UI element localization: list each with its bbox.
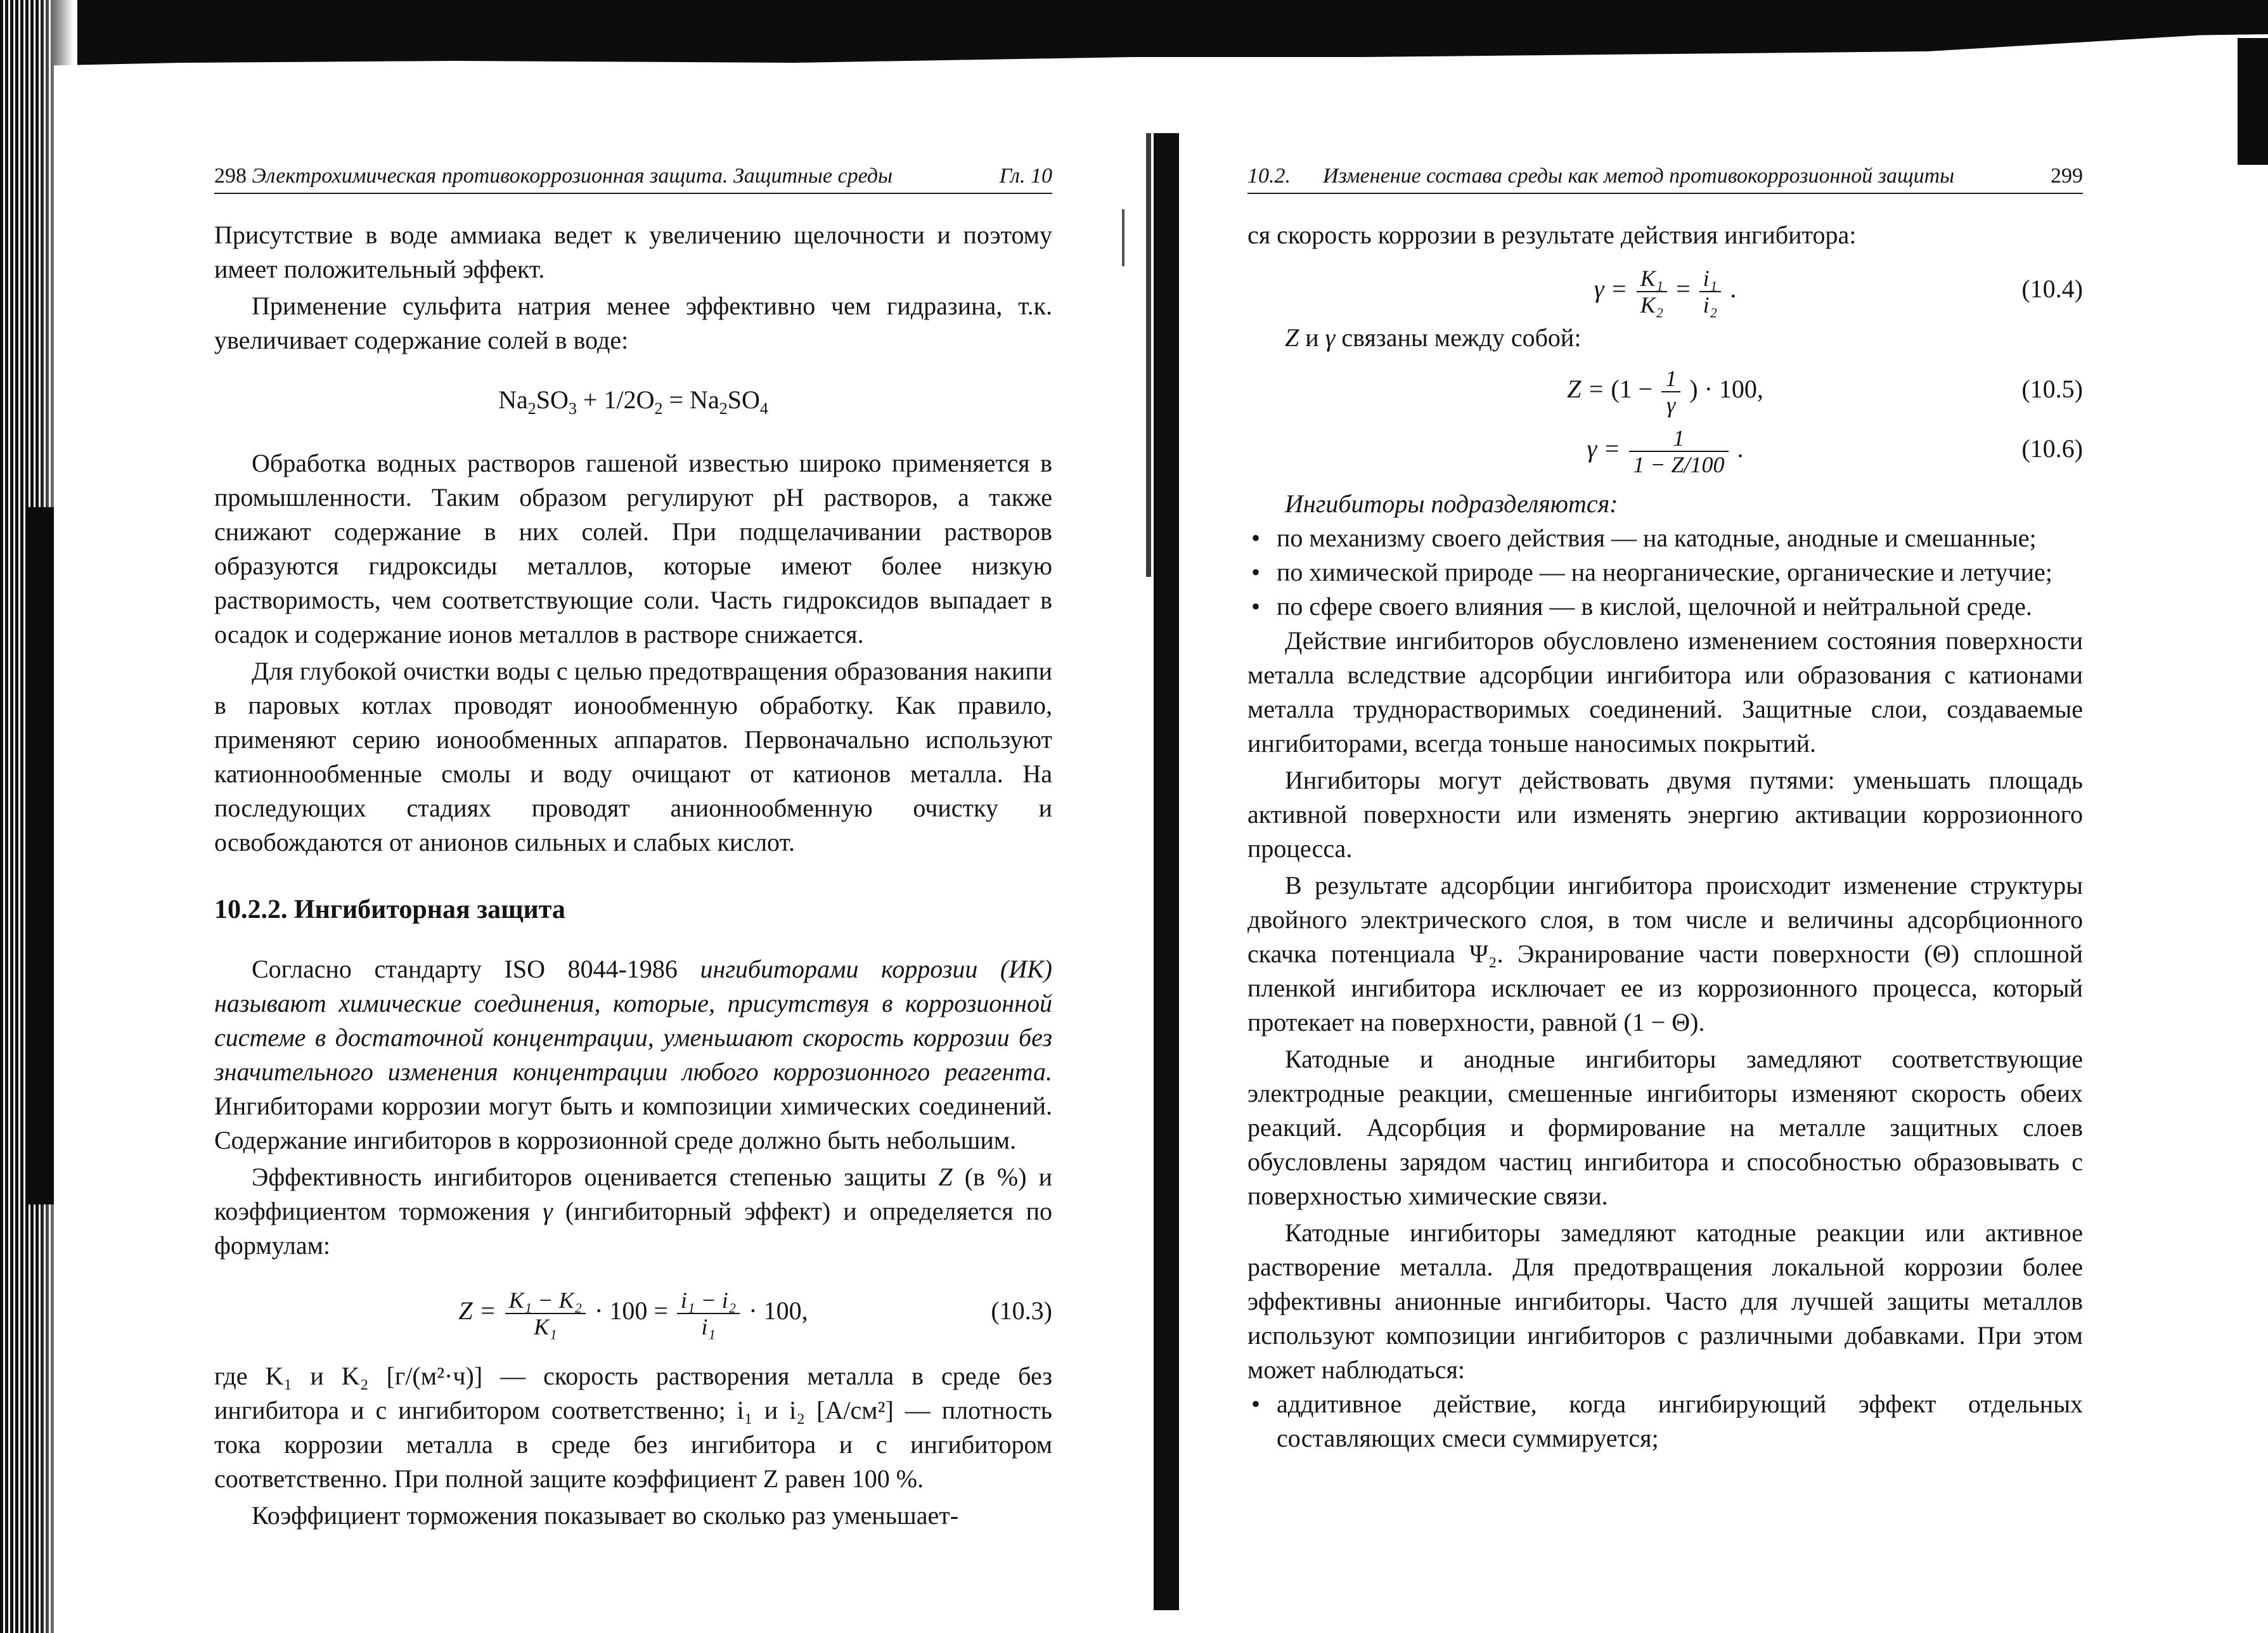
text-run: Ингибиторами коррозии могут быть и композиции химических соединений. Содержание ингибиторов в коррозионной среде должно быть небольшим.	[214, 1092, 1052, 1154]
paragraph: Катодные и анодные ингибиторы замедляют соответствующие электродные реакции, смешенные ингибиторы изменяют скорость обеих реакций. Адсорбция и формирование на металле защитных слоев обусловлены зарядом частиц ингибитора и способностью образовывать с поверхностью химические связи.	[1247, 1045, 2083, 1210]
equation-10-5	[1247, 364, 2083, 418]
equation-number: (10.3)	[991, 1296, 1052, 1325]
reaction-equation	[214, 383, 1052, 417]
effects-list	[1247, 1387, 2083, 1456]
equation-10-3	[214, 1286, 1052, 1339]
right-header-text: Изменение состава среды как метод противокоррозионной защиты	[1323, 164, 1955, 188]
text-run: Согласно стандарту ISO 8044-1986	[252, 955, 700, 983]
math-var: Z	[938, 1163, 953, 1191]
paragraph: Обработка водных растворов гашеной известью широко применяется в промышленности. Таким образом регулируют pH растворов, а также снижают содержание в них солей. При подщелачивании растворов образуются гидроксиды металлов, которые имеют более низкую растворимость, чем соответствующие соли. Часть гидроксидов выпадает в осадок и содержание ионов металлов в растворе снижается.	[214, 449, 1052, 649]
frac-denominator: K₁	[534, 1314, 557, 1339]
right-running-header	[1247, 164, 2083, 194]
eq-part: = Na	[662, 385, 719, 414]
fraction	[1629, 425, 1728, 477]
fraction	[1637, 266, 1668, 318]
paragraph: Катодные ингибиторы замедляют катодные реакции или активное растворение металла. Для предотвращения локальной коррозии более эффективны анионные ингибиторы. Часто для лучшей защиты металлов используют композиции ингибиторов с различными добавками. При этом может наблюдаться:	[1247, 1218, 2083, 1384]
eq-part: SO	[536, 385, 569, 414]
equation-10-6	[1247, 423, 2083, 477]
gutter-mark	[1122, 209, 1124, 266]
eq-part: Na	[498, 385, 528, 414]
eq-lhs: Z =	[1567, 375, 1605, 403]
right-page-body	[1247, 218, 2083, 1456]
paragraph: где K₁ и K₂ [г/(м²·ч)] — скорость растворения металла в среде без ингибитора и с ингибитором соответственно; i₁ и i₂ [А/см²] — плотность тока коррозии металла в среде без ингибитора и с ингибитором соответственно. При полной защите коэффициент Z равен 100 %.	[214, 1362, 1052, 1493]
frac-denominator: 1 − Z/100	[1633, 451, 1725, 477]
fraction	[677, 1288, 740, 1339]
eq-lhs: Z =	[458, 1296, 496, 1325]
frac-numerator: i₁ − i₂	[677, 1288, 740, 1314]
equation-10-4	[1247, 264, 2083, 318]
eq-lhs: γ =	[1594, 274, 1628, 303]
frac-numerator: 1	[1661, 366, 1680, 392]
fraction	[1699, 266, 1722, 318]
list-item: • по сфере своего влияния — в кислой, щелочной и нейтральной среде.	[1247, 590, 2083, 624]
definition-italic: ингибиторами коррозии (ИК) называют химические соединения, которые, присутствуя в коррозионной системе в достаточной концентрации, уменьшают скорость коррозии без значительного изменения концентрации любого коррозионного реагента.	[214, 955, 1052, 1086]
eq-end: · 100,	[749, 1296, 808, 1325]
paragraph: Ингибиторы могут действовать двумя путями: уменьшать площадь активной поверхности или изменять энергию активации коррозионного процесса.	[1247, 766, 2083, 863]
paragraph: ся скорость коррозии в результате действия ингибитора:	[1247, 221, 1857, 249]
frac-numerator: 1	[1629, 425, 1728, 452]
section-heading: 10.2.2. Ингибиторная защита	[214, 895, 565, 924]
left-running-header	[214, 164, 1052, 194]
inhibitor-classification-list	[1247, 521, 2083, 624]
list-heading: Ингибиторы подразделяются:	[1285, 489, 1618, 518]
math-var: Z	[1285, 323, 1299, 352]
eq-end: .	[1737, 434, 1744, 463]
eq-part: SO	[727, 385, 760, 414]
right-page-number: 299	[2051, 164, 2083, 188]
left-header-chapter: Гл. 10	[999, 164, 1052, 188]
text-run: (ингибиторный эффект) и определяется по формулам:	[214, 1197, 1053, 1260]
left-page-number: 298	[214, 164, 247, 188]
left-header-text: Электрохимическая противокоррозионная защита. Защитные среды	[252, 164, 893, 188]
list-item: • по механизму своего действия — на катодные, анодные и смешанные;	[1247, 521, 2083, 555]
paragraph: Действие ингибиторов обусловлено изменением состояния поверхности металла вследствие адсорбции ингибитора или образования с катионами металла труднорастворимых соединений. Защитные слои, создаваемые ингибиторами, всегда тоньше наносимых покрытий.	[1247, 626, 2083, 758]
eq-sub: 3	[568, 399, 577, 418]
equation-number: (10.5)	[2021, 375, 2083, 403]
paragraph: Присутствие в воде аммиака ведет к увеличению щелочности и поэтому имеет положительный эффект.	[214, 221, 1052, 283]
paragraph	[214, 952, 1052, 1158]
paragraph: В результате адсорбции ингибитора происходит изменение структуры двойного электрического слоя, в том числе и величины адсорбционного скачка потенциала Ψ₂. Экранирование части поверхности (Θ) сплошной пленкой ингибитора исключает ее из коррозионного процесса, который протекает на поверхности, равной (1 − Θ).	[1247, 871, 2083, 1036]
paragraph: Для глубокой очистки воды с целью предотвращения образования накипи в паровых котлах проводят ионообменную обработку. Как правило, применяют серию ионообменных аппаратов. Первоначально используют катионнообменные смолы и воду очищают от катионов металла. На последующих стадиях проводят анионнообменную очистку и освобождаются от анионов сильных и слабых кислот.	[214, 657, 1052, 856]
fraction	[1661, 366, 1680, 418]
left-header-title	[214, 164, 892, 189]
right-header-title	[1247, 164, 1954, 189]
text-run: Эффективность ингибиторов оценивается степенью защиты	[252, 1163, 939, 1191]
math-var: γ	[1325, 323, 1336, 352]
left-page	[214, 0, 1052, 1633]
paragraph: Применение сульфита натрия менее эффективно чем гидразина, т.к. увеличивает содержание солей в воде:	[214, 292, 1052, 354]
eq-mid: =	[1676, 274, 1691, 303]
book-gutter-shadow-light	[1146, 133, 1151, 577]
text-run: и	[1299, 323, 1325, 352]
eq-sub: 2	[719, 399, 728, 418]
eq-close: ) · 100,	[1689, 375, 1763, 403]
paragraph: Коэффициент торможения показывает во сколько раз уменьшает-	[252, 1501, 959, 1530]
paragraph	[214, 1160, 1052, 1263]
math-var: γ	[543, 1197, 553, 1225]
eq-open: (1 −	[1611, 375, 1653, 403]
eq-lhs: γ =	[1587, 434, 1621, 463]
right-header-section: 10.2.	[1247, 164, 1291, 188]
list-item: • аддитивное действие, когда ингибирующий эффект отдельных составляющих смеси суммируется;	[1247, 1387, 2083, 1456]
frac-numerator: K₁ − K₂	[505, 1288, 586, 1314]
frac-denominator: K₂	[1640, 292, 1664, 318]
fraction	[505, 1288, 586, 1339]
book-gutter-shadow	[1154, 133, 1179, 1610]
eq-sub: 4	[759, 399, 768, 418]
eq-mid: · 100 =	[595, 1296, 668, 1325]
right-page	[1247, 0, 2083, 1633]
list-item: • по химической природе — на неорганические, органические и летучие;	[1247, 555, 2083, 590]
paragraph	[1247, 321, 2083, 355]
eq-part: + 1/2O	[576, 385, 655, 414]
frac-denominator: i₂	[1703, 292, 1718, 318]
eq-sub: 2	[527, 399, 536, 418]
scan-edge-right	[2238, 38, 2268, 165]
eq-sub: 2	[654, 399, 663, 418]
frac-numerator: i₁	[1699, 266, 1722, 292]
frac-denominator: γ	[1666, 392, 1676, 418]
left-page-body	[214, 218, 1052, 1533]
equation-number: (10.6)	[2021, 434, 2083, 463]
text-run: (в %) и коэффициентом торможения	[214, 1163, 1052, 1225]
eq-end: .	[1730, 274, 1737, 303]
frac-numerator: K₁	[1637, 266, 1668, 292]
scan-shadow-left	[25, 507, 54, 1204]
text-run: связаны между собой:	[1335, 323, 1582, 352]
equation-number: (10.4)	[2021, 274, 2083, 303]
frac-denominator: i₁	[701, 1314, 716, 1339]
